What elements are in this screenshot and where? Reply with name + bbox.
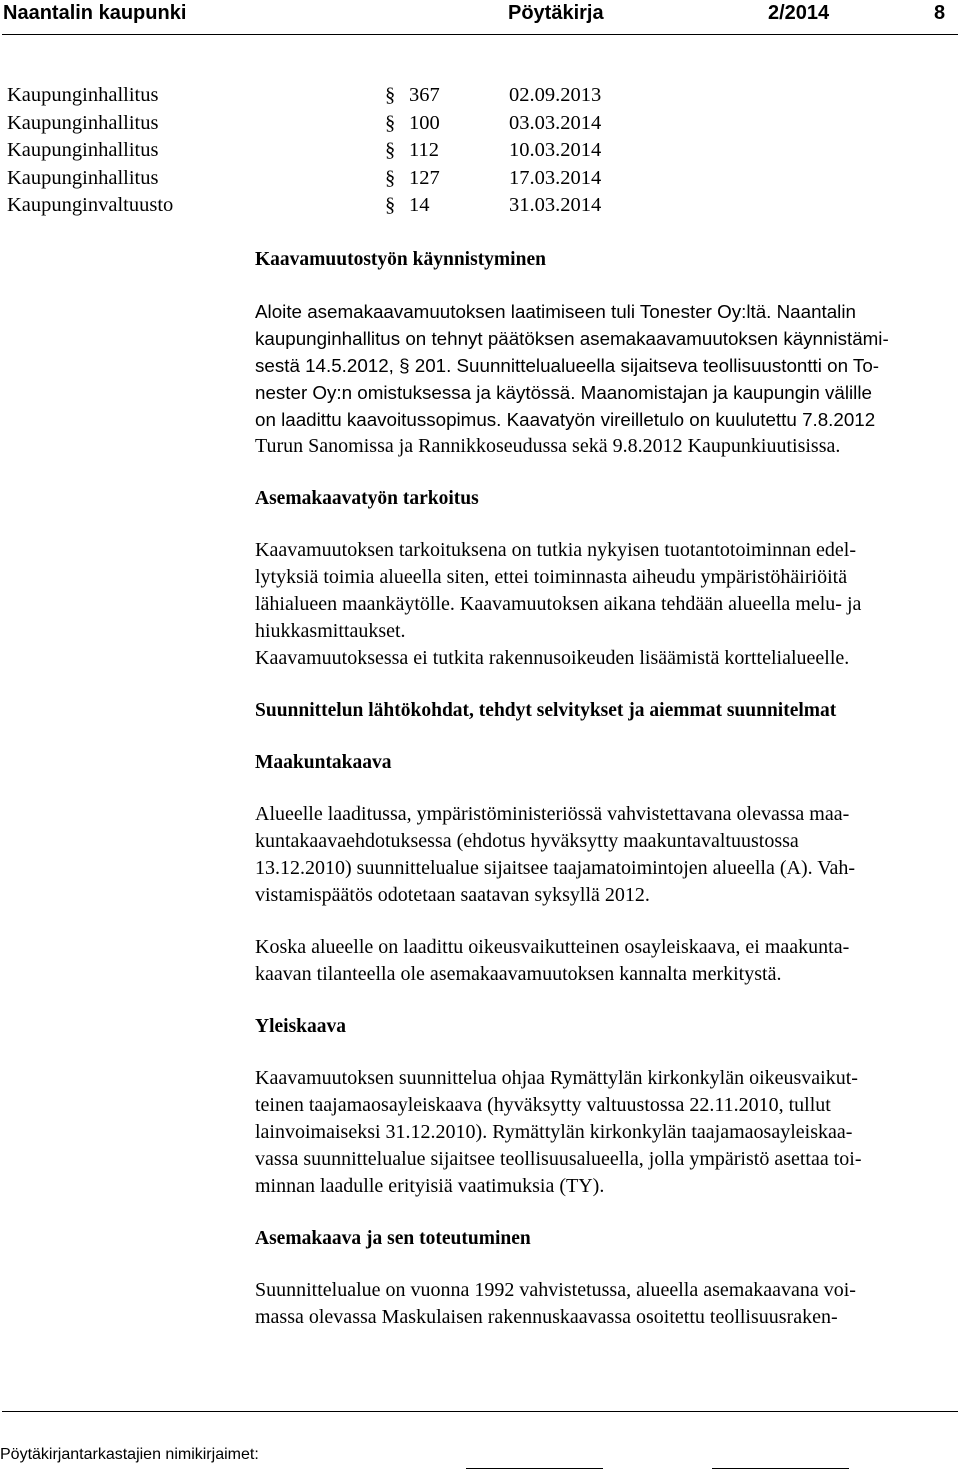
initials-label: Pöytäkirjantarkastajien nimikirjaimet: — [0, 1446, 259, 1463]
paragraph-start-notice: Turun Sanomissa ja Rannikkoseudussa sekä 9.8.2012 Kaupunkiuutisissa. — [255, 435, 841, 457]
heading-basis: Suunnittelun lähtökohdat, tehdyt selvitykset ja aiemmat suunnitelmat — [255, 700, 837, 721]
paragraph-detailed: Suunnittelualue on vuonna 1992 vahvistetussa, alueella asemakaavana voi- massa olevassa Maskulaisen rakennuskaavassa osoitettu teollisuusraken- — [255, 1279, 856, 1328]
document-number: 2/2014 — [768, 2, 830, 24]
page-number: 8 — [934, 2, 946, 24]
history-date: 02.09.2013 — [509, 84, 602, 106]
history-date: 03.03.2014 — [509, 111, 602, 134]
history-date: 17.03.2014 — [509, 166, 602, 189]
paragraph-purpose-2: Kaavamuutoksessa ei tutkita rakennusoikeuden lisäämistä korttelialueelle. — [255, 647, 850, 669]
history-number: 127 — [409, 166, 440, 189]
history-number: 367 — [409, 84, 440, 106]
heading-detailed-plan: Asemakaava ja sen toteutuminen — [255, 1228, 531, 1249]
footer-divider — [2, 1411, 958, 1412]
page-header — [0, 0, 960, 36]
heading-start: Kaavamuutostyön käynnistyminen — [255, 249, 546, 270]
history-number: 112 — [409, 139, 439, 161]
history-number: 100 — [409, 111, 440, 134]
history-number: 14 — [409, 194, 430, 216]
heading-regional-plan: Maakuntakaava — [255, 752, 392, 773]
document-body — [255, 246, 955, 1356]
paragraph-purpose-1: Kaavamuutoksen tarkoituksena on tutkia nykyisen tuotantotoiminnan edel- lytyksiä toimia alueella siten, ettei toiminnasta aiheudu ympäristöhäiriöitä lähialueen maankäytölle. Kaavamuutoksen aikana tehdään alueella melu- ja hiukkasmittaukset. — [255, 539, 862, 642]
section-sign: § — [385, 194, 396, 216]
history-date: 10.03.2014 — [509, 139, 602, 161]
section-sign: § — [385, 111, 396, 134]
municipality-name: Naantalin kaupunki — [3, 2, 187, 24]
history-body: Kaupunginhallitus — [7, 84, 159, 106]
document-type: Pöytäkirja — [508, 2, 604, 24]
heading-master-plan: Yleiskaava — [255, 1016, 347, 1037]
history-date: 31.03.2014 — [509, 194, 602, 216]
initials-line-1 — [466, 1468, 603, 1469]
paragraph-start-initiative: Aloite asemakaavamuutoksen laatimiseen tuli Tonester Oy:ltä. Naantalin kaupunginhallitus on tehnyt päätöksen asemakaavamuutoksen käynnistämi- sestä 14.5.2012, § 201. Suunnittelualueella sijaitseva teollisuustontti on To- nester Oy:n omistuksessa ja käytössä. Maanomistajan ja kaupungin välille on laadittu kaavoitussopimus. Kaavatyön vireilletulo on kuulutettu 7.8.2012 — [255, 301, 889, 430]
page-footer — [0, 1408, 960, 1472]
section-sign: § — [385, 139, 396, 161]
history-body: Kaupunginvaltuusto — [7, 194, 174, 216]
history-body: Kaupunginhallitus — [7, 111, 159, 134]
paragraph-regional-2: Koska alueelle on laadittu oikeusvaikutteinen osayleiskaava, ei maakunta- kaavan tilanteella ole asemakaavamuutoksen kannalta merkitystä. — [255, 936, 850, 985]
paragraph-regional-1: Alueelle laaditussa, ympäristöministeriössä vahvistettavana olevassa maa- kuntakaavaehdotuksessa (ehdotus hyväksytty maakuntavaltuustossa 13.12.2010) suunnittelualue sijaitsee taajamatoimintojen alueella (A). Vah- vistamispäätös odotetaan saatavan syksyllä 2012. — [255, 803, 856, 906]
header-divider — [2, 34, 958, 35]
initials-line-2 — [712, 1468, 849, 1469]
heading-purpose: Asemakaavatyön tarkoitus — [255, 488, 479, 509]
section-sign: § — [385, 84, 396, 106]
history-body: Kaupunginhallitus — [7, 139, 159, 161]
section-sign: § — [385, 166, 396, 189]
history-body: Kaupunginhallitus — [7, 166, 159, 189]
paragraph-master: Kaavamuutoksen suunnittelua ohjaa Rymättylän kirkonkylän oikeusvaikut- teinen taajamaosayleiskaava (hyväksytty valtuustossa 22.11.2010, tullut lainvoimaiseksi 31.12.2010). Rymättylän kirkonkylän taajamaosayleiskaa- vassa suunnittelualue sijaitsee teollisuusalueella, jolla ympäristö asettaa toi- minnan laadulle erityisiä vaatimuksia (TY). — [255, 1067, 862, 1197]
